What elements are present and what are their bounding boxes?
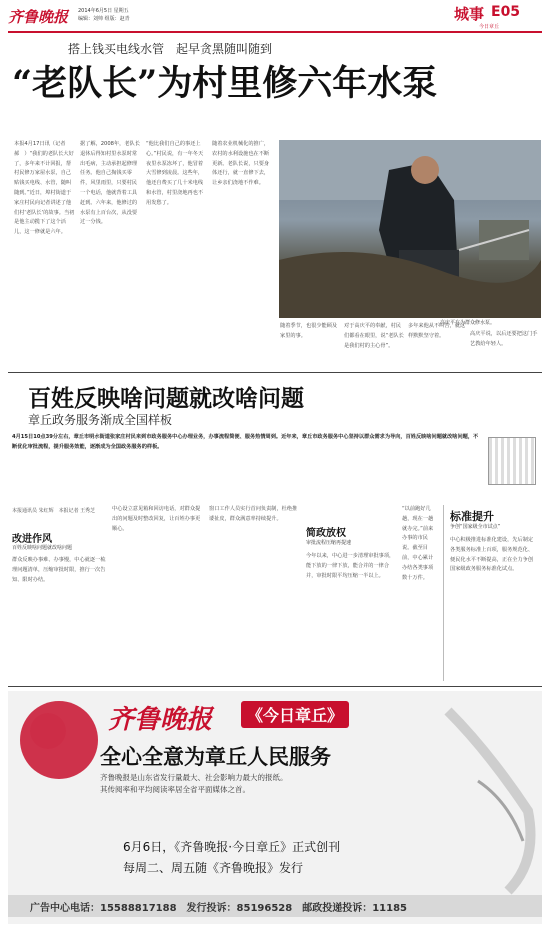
photo-illustration [279, 140, 541, 318]
masthead-logo: 齐鲁晚报 [8, 8, 69, 26]
subsection-label: 今日章丘 [479, 24, 500, 30]
ad-line-1: 齐鲁晚报是山东省发行量最大、社会影响力最大的报纸。 [100, 773, 288, 782]
masthead-editors: 编辑：刘帅 组版：赵青 [78, 16, 130, 22]
story2-sub1-note: 百姓反映啥问题就改啥问题 [12, 545, 73, 551]
ad-footer: 广告中心电话：15588817188 发行投诉：85196528 邮政投递投诉：11185 [30, 903, 407, 914]
ad-schedule: 每周二、周五随《齐鲁晚报》发行 [123, 861, 304, 875]
story1-photo [279, 140, 541, 318]
story1-under-4: 高庆平说，以后还要把这门手艺教给年轻人。 [470, 331, 538, 347]
photo-caption: 高庆平在为群众修水泵。 [440, 320, 496, 326]
story1-under-1: 随着季节，也很少能顾及家里的事。 [280, 323, 338, 339]
story2-sub2-note: 审批流程压缩再提速 [306, 540, 352, 546]
story2-body-3: 窗口工作人员实行首问负责制，杜绝推诿扯皮，群众满意率持续提升。 [209, 506, 298, 522]
ad-edition: 《今日章丘》 [241, 701, 349, 728]
ad-headline: 全心全意为章丘人民服务 [100, 745, 331, 769]
story1-under-3: 多年来他从不叫苦，就这样默默坚守着。 [408, 323, 466, 339]
story2-lead: 4月15日10点39分左右，章丘市明水街道张家庄村民来到市政务服务中心办理业务，办事流程简便、服务热情周到。近年来，章丘市政务服务中心坚持以群众需求为导向，百姓反映啥问题就改啥问题，不断优化审批流程，提升服务效能，逐渐成为全国政务服务的样板。 [12, 434, 479, 450]
qr-code [488, 437, 536, 485]
story2-body-2: 中心设立意见箱和回访电话，对群众提出的问题及时整改回复，让百姓办事更顺心。 [112, 506, 201, 532]
sidebar-title: 标准提升 [450, 510, 494, 523]
story2-sub1: 改进作风 [12, 534, 52, 545]
story1-col-3: “他比我们自己的事还上心。”村民说，有一年冬天夜里水泵冻坏了，他冒着大雪修到凌晨。这些年，他还自费买了几十米电线和水管，村里浇地再也不用发愁了。 [146, 141, 204, 206]
story2-sub2: 简政放权 [306, 528, 346, 539]
story1-under-2: 对于高庆平的奉献，村民们都看在眼里，说“老队长是我们村的主心骨”。 [344, 323, 404, 349]
sidebar-body: 中心积极推进标准化建设，先后制定各类服务标准上百项，服务规范化、便民化水平不断提高，正在全力争创国家级政务服务标准化试点。 [450, 537, 534, 573]
story2-subhead: 章丘政务服务渐成全国样板 [28, 413, 173, 427]
story2-headline: 百姓反映啥问题就改啥问题 [28, 386, 304, 412]
ad-brand: 齐鲁晚报 [108, 705, 213, 735]
story1-col-1: 本报4月17日讯（记者 郝 ）“我们的老队长大好了，多年来不计回报，帮村民修万家屋水泵，自己贴钱买电线、水管，随叫随到。”近日，埠村街道于家庄村民向记者讲述了他们村‘老队长’的故事。当初是他主动揽下了这个活儿，这一修就是六年。 [14, 141, 75, 236]
story1-headline: “老队长”为村里修六年水泵 [12, 63, 438, 104]
ad-launch: 6月6日，《齐鲁晚报·今日章丘》正式创刊 [123, 840, 341, 854]
story1-kicker: 搭上钱买电线水管 起早贪黑随叫随到 [68, 42, 273, 56]
ad-logo-badge [20, 701, 98, 779]
story2-body-4: 今年以来，中心进一步清理审批事项，能下放的一律下放，能合并的一律合并，审批时限平均压缩一半以上。 [306, 553, 395, 579]
story2-byline: 本报通讯员 朱红辉 本报记者 王秀芝 [12, 508, 96, 514]
page-number: E05 [491, 4, 521, 20]
story1-col-4: 随着农业机械化的推广，农村的水利设施也在不断更新。老队长说，只要身体还行，就一直修下去，让乡亲们浇地不作难。 [212, 141, 270, 187]
masthead-rule [8, 31, 542, 33]
section-title: 城事 [454, 5, 485, 23]
story1-col-2: 据了解，2008年，老队长退休后得知村里水泵时常出毛病，主动承担起修理任务。他自己掏钱买零件，风里雨里，只要村民一个电话，他就背着工具赶到。六年来，他修过的水泵有上百台次，从没要过一分钱。 [80, 141, 140, 226]
sidebar-sub: 争创“国家级全市试点” [450, 524, 501, 530]
ad-line-2: 其传阅率和平均阅读率居全省平面媒体之首。 [100, 785, 250, 794]
story2-body-1: 群众反映办事难、办事慢，中心就逐一梳理问题清单，压缩审批时限，推行一次告知、限时办结。 [12, 557, 106, 583]
story2-body-5: “以前跑好几趟，现在一趟就办完。”前来办事的市民说。截至目前，中心累计办结各类事项数十万件。 [402, 506, 434, 581]
divider-2 [8, 686, 542, 687]
masthead-date: 2014年6月5日 星期五 [78, 8, 129, 14]
divider-1 [8, 372, 542, 373]
ad-block [8, 691, 542, 924]
